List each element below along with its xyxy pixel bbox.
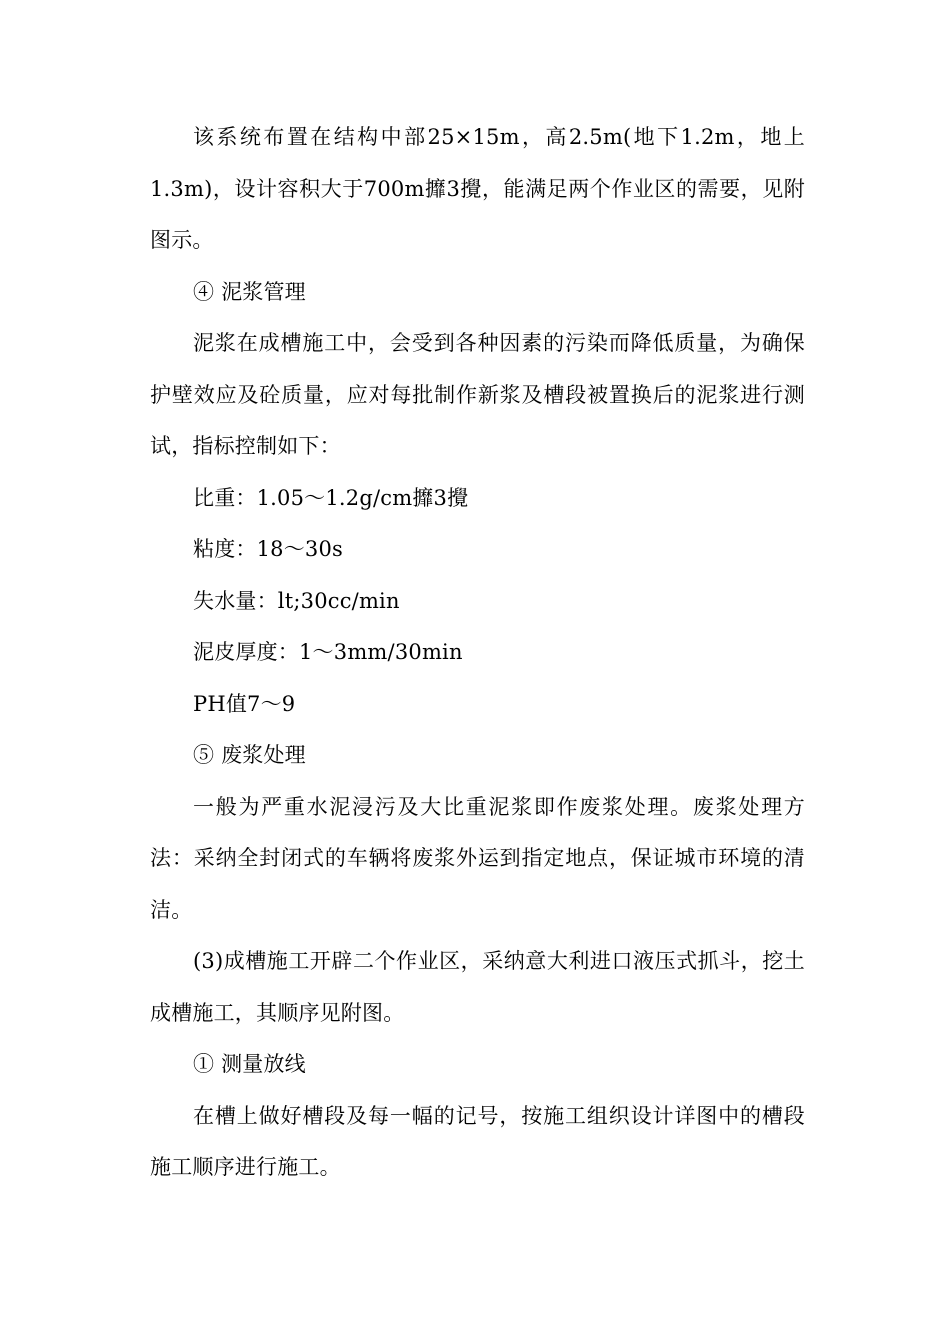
heading-mud-management: ④ 泥浆管理 xyxy=(193,279,306,304)
heading-survey-layout: ① 测量放线 xyxy=(193,1052,306,1076)
spec-water-loss: 失水量：lt;30cc/min xyxy=(193,588,400,613)
paragraph-marking: 在槽上做好槽段及每一幅的记号，按施工组织设计详图中的槽段施工顺序进行施工。 xyxy=(150,1103,805,1179)
spec-density: 比重：1.05～1.2g/cm攠3攪 xyxy=(193,485,469,510)
document-body xyxy=(150,112,805,1194)
paragraph-storage-system: 该系统布置在结构中部25×15m，高2.5m(地下1.2m，地上1.3m)，设计容积大于700m攠3攪，能满足两个作业区的需要，见附图示。 xyxy=(150,125,805,252)
heading-waste-mud: ⑤ 废浆处理 xyxy=(193,743,306,767)
paragraph-mud-testing: 泥浆在成槽施工中，会受到各种因素的污染而降低质量，为确保护壁效应及砼质量，应对每批制作新浆及槽段被置换后的泥浆进行测试，指标控制如下： xyxy=(150,331,805,458)
spec-mud-cake: 泥皮厚度：1～3mm/30min xyxy=(193,640,463,664)
paragraph-trench-construction: (3)成槽施工开辟二个作业区，采纳意大利进口液压式抓斗，挖土成槽施工，其顺序见附图。 xyxy=(150,949,805,1025)
spec-ph: PH值7～9 xyxy=(193,691,296,716)
spec-viscosity: 粘度：18～30s xyxy=(193,537,344,561)
paragraph-waste-disposal: 一般为严重水泥浸污及大比重泥浆即作废浆处理。废浆处理方法：采纳全封闭式的车辆将废浆外运到指定地点，保证城市环境的清洁。 xyxy=(150,794,805,922)
